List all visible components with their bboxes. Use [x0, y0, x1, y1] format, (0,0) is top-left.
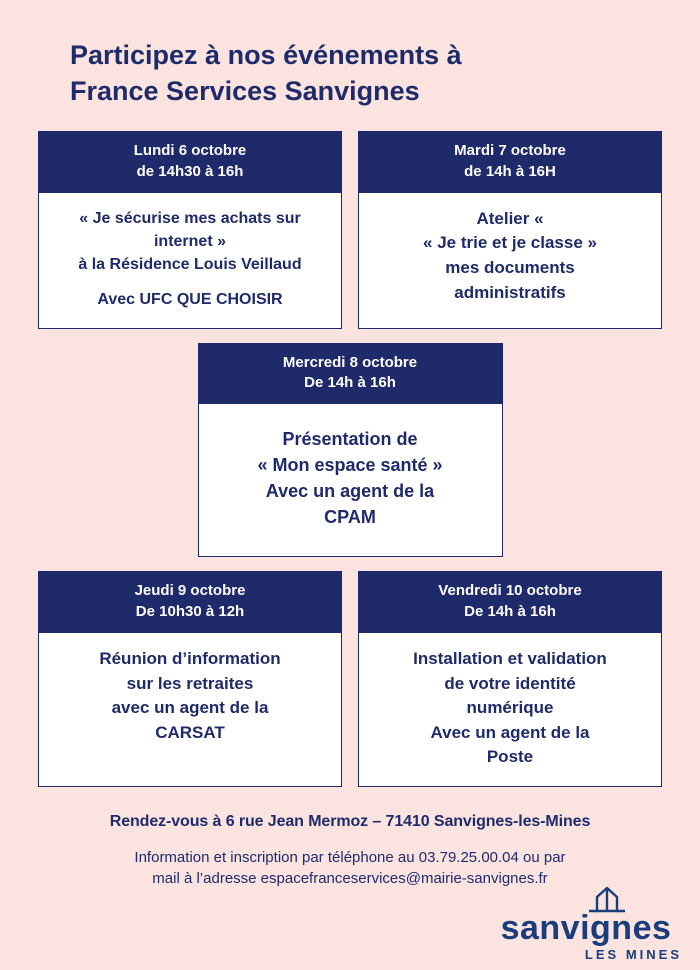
event-time: De 14h à 16h [464, 602, 556, 620]
event-day: Mardi 7 octobre [454, 142, 566, 160]
event-text-line: Avec un agent de la [265, 481, 435, 502]
event-text-line: Avec UFC QUE CHOISIR [97, 291, 283, 309]
title-line-2: France Services Sanvignes [70, 75, 420, 106]
event-text-line: Poste [486, 747, 534, 767]
event-text-line: Avec un agent de la [430, 722, 590, 742]
event-card-body [39, 633, 341, 786]
event-card-header [39, 132, 341, 193]
event-text-line: Réunion d’information [99, 648, 281, 668]
page-title [0, 0, 700, 109]
title-line-1: Participez à nos événements à [70, 40, 462, 70]
event-text-line: de votre identité [444, 673, 576, 693]
event-cards-grid [0, 131, 700, 787]
event-time: De 10h30 à 12h [135, 602, 245, 620]
event-card-thursday [38, 571, 342, 787]
event-text-line: numérique [466, 698, 554, 718]
contact-info [38, 847, 662, 890]
event-row-2 [0, 343, 700, 558]
event-card-header [359, 132, 661, 193]
event-time: De 14h à 16h [304, 373, 396, 391]
event-text-line: Installation et validation [413, 648, 607, 668]
event-card-monday [38, 131, 342, 328]
event-text-line: avec un agent de la [111, 698, 269, 718]
event-time: de 14h30 à 16h [136, 162, 244, 180]
headframe-icon [486, 885, 686, 911]
event-day: Lundi 6 octobre [133, 142, 247, 160]
event-row-3 [0, 571, 700, 787]
event-card-body [39, 193, 341, 328]
event-text-line: internet » [153, 232, 226, 250]
event-card-header [359, 572, 661, 633]
event-text-line: CPAM [324, 507, 376, 528]
event-card-friday [358, 571, 662, 787]
event-day: Vendredi 10 octobre [438, 582, 582, 600]
event-text-line: CARSAT [155, 722, 225, 742]
logo-subtitle: LES MINES [584, 947, 682, 962]
logo-wordmark: sanvignes [500, 909, 672, 947]
address-line: Rendez-vous à 6 rue Jean Mermoz – 71410 Sanvignes-les-Mines [109, 813, 591, 831]
event-row-1 [0, 131, 700, 328]
event-day: Jeudi 9 octobre [134, 582, 246, 600]
event-text-line: mes documents [445, 258, 575, 278]
event-text-line: sur les retraites [126, 673, 254, 693]
event-card-body [199, 404, 502, 556]
event-text-line: administratifs [454, 282, 566, 302]
contact-info-line-2: mail à l’adresse espacefranceservices@mairie-sanvignes.fr [152, 870, 548, 888]
event-card-header [39, 572, 341, 633]
event-day: Mercredi 8 octobre [282, 353, 418, 371]
event-text-line: « Je sécurise mes achats sur [79, 209, 301, 227]
event-time: de 14h à 16H [464, 162, 556, 180]
event-text-line: Atelier « [476, 208, 544, 228]
contact-info-line-1: Information et inscription par téléphone au 03.79.25.00.04 ou par [134, 849, 566, 867]
event-text-line: à la Résidence Louis Veillaud [78, 256, 302, 274]
event-text-line: « Mon espace santé » [257, 455, 443, 476]
sanvignes-logo [486, 885, 686, 962]
event-card-wednesday [198, 343, 503, 558]
footer [0, 801, 700, 890]
event-text-line: « Je trie et je classe » [423, 233, 597, 253]
event-card-body [359, 193, 661, 328]
event-card-body [359, 633, 661, 786]
event-text-spacer [49, 276, 331, 288]
event-text-line: Présentation de [282, 429, 418, 449]
event-card-header [199, 344, 502, 405]
event-card-tuesday [358, 131, 662, 328]
